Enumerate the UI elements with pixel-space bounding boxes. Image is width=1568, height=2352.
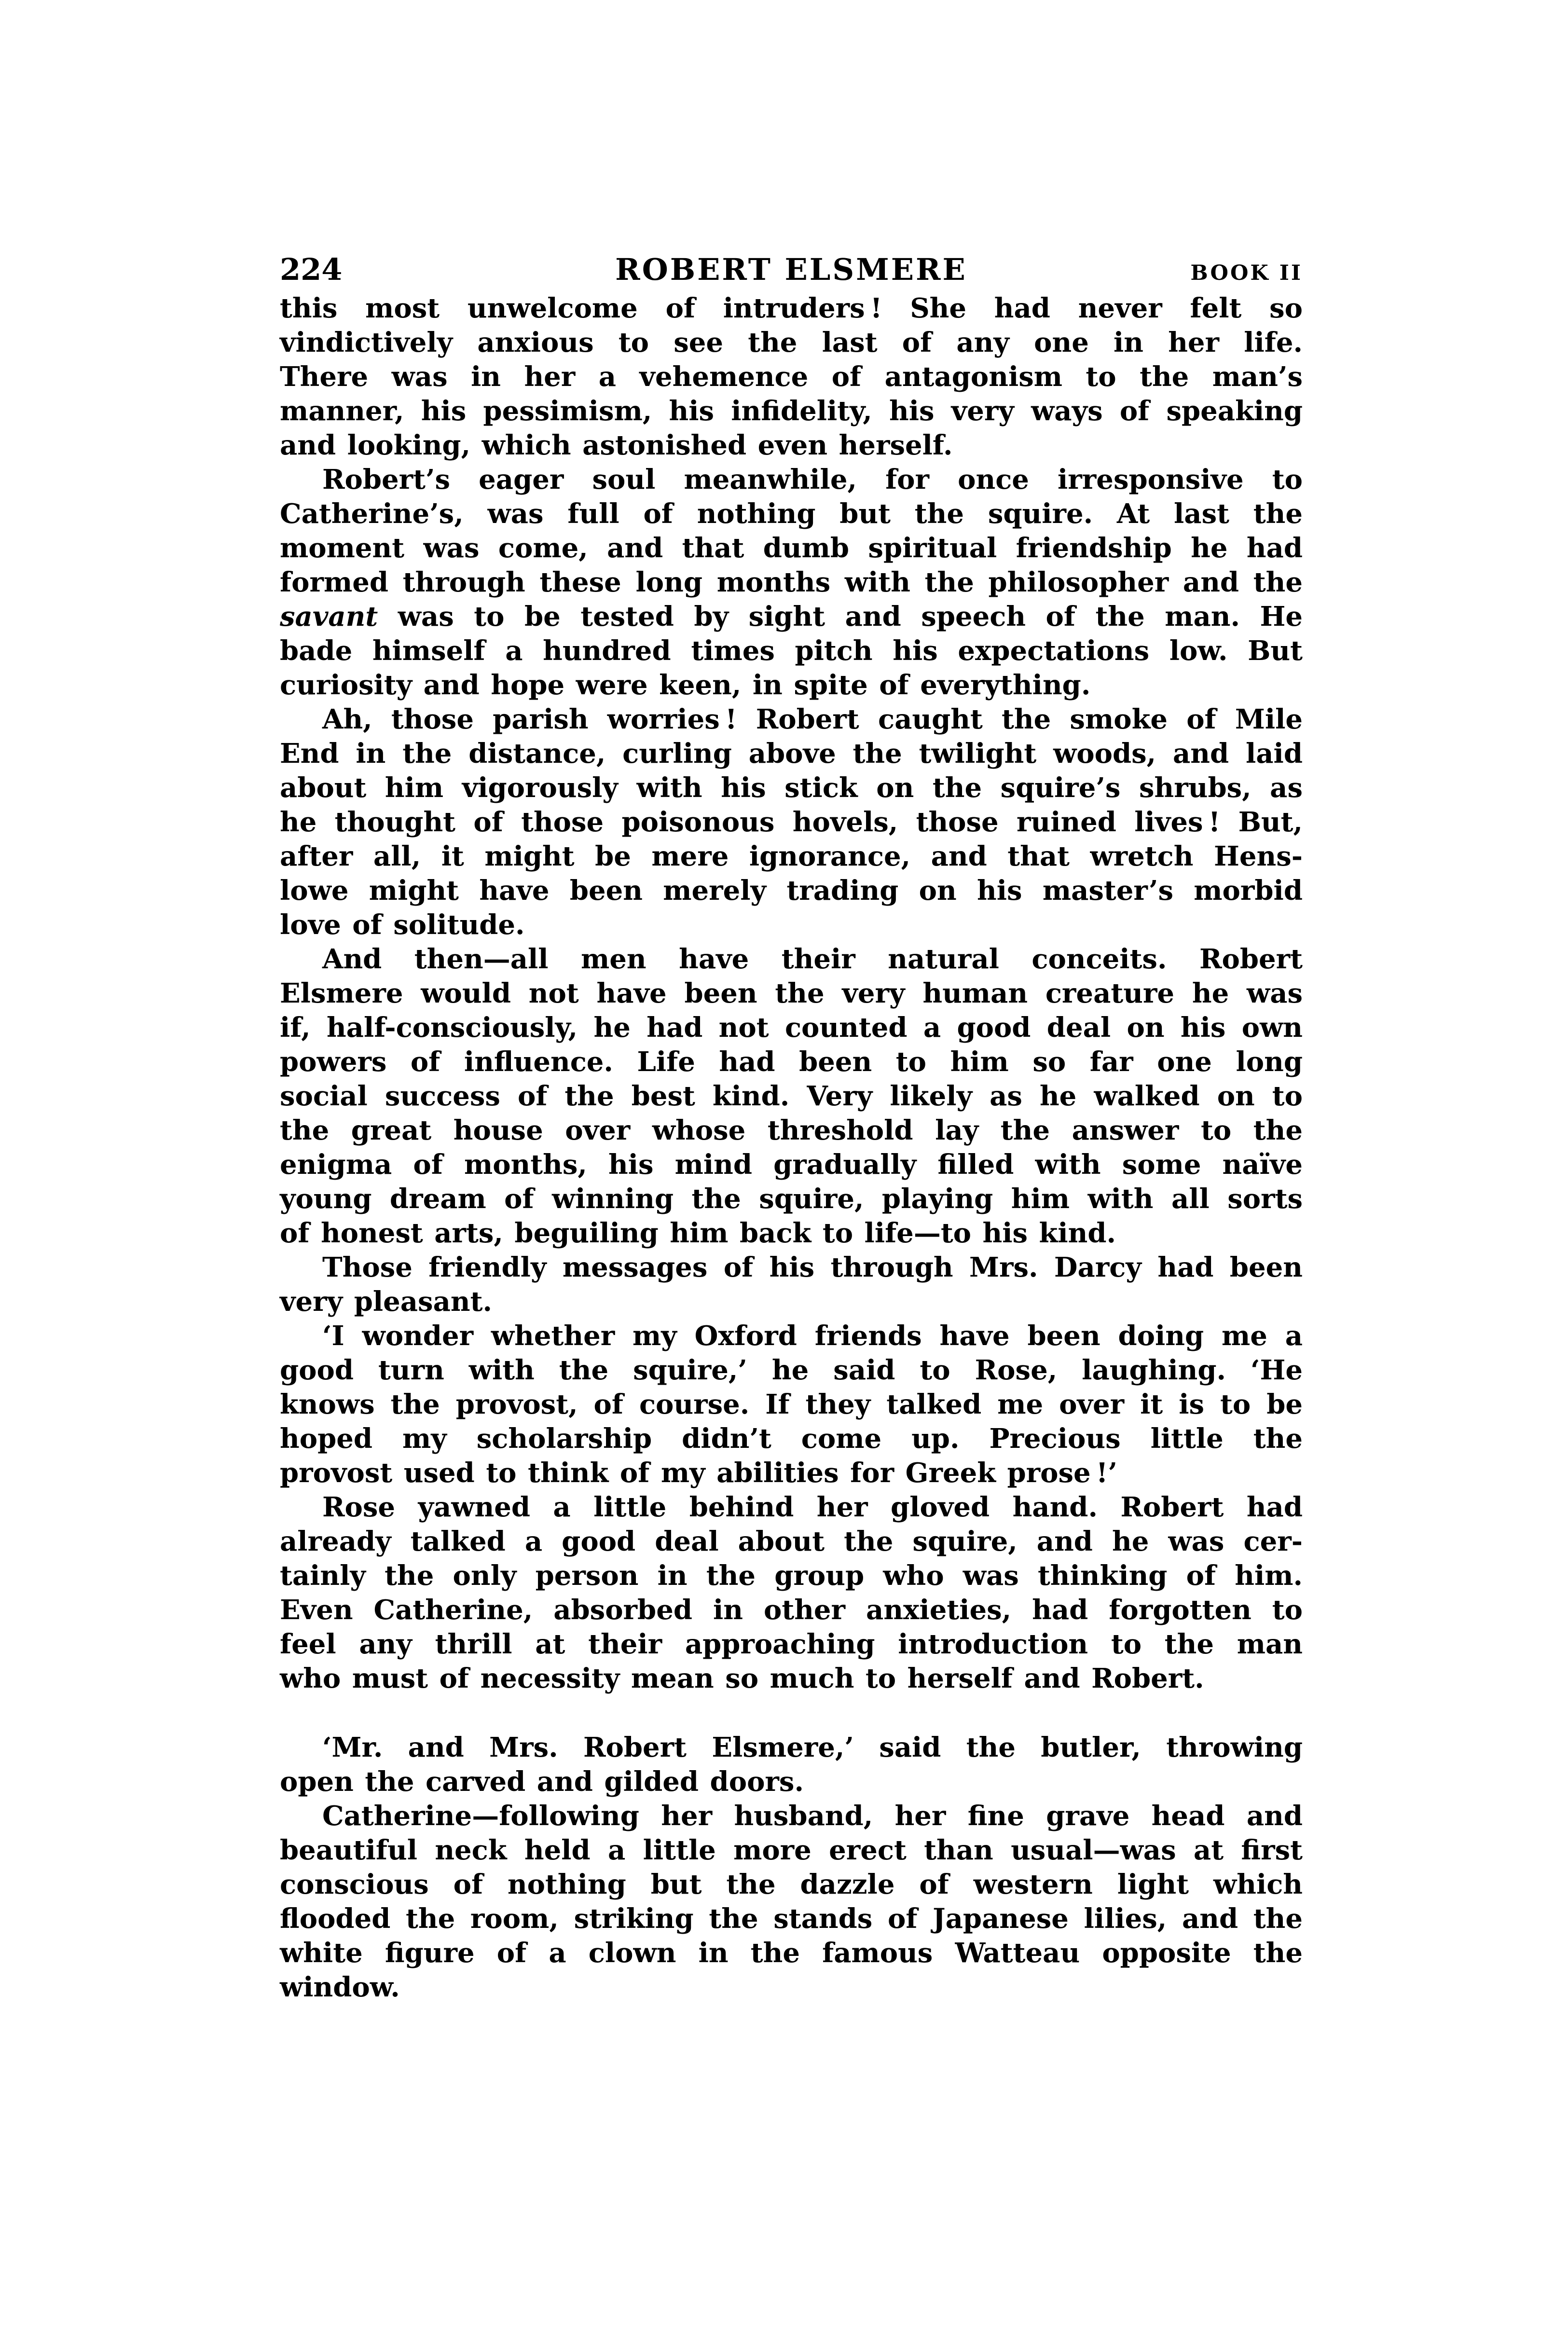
text-line: he thought of those poisonous hovels, those ruined lives ! But,	[280, 806, 1303, 838]
text-line: curiosity and hope were keen, in spite of everything.	[280, 669, 1091, 701]
paragraph	[280, 1490, 1303, 1696]
text-line: tainly the only person in the group who was thinking of him.	[280, 1560, 1303, 1592]
text-line: beautiful neck held a little more erect than usual—was at first	[280, 1834, 1303, 1866]
text-line: provost used to think of my abilities for Greek prose !’	[280, 1457, 1117, 1489]
text-line: bade himself a hundred times pitch his expectations low. But	[280, 635, 1303, 667]
text-line: after all, it might be mere ignorance, and that wretch Hens-	[280, 840, 1303, 872]
paragraph	[280, 463, 1303, 702]
text-line: conscious of nothing but the dazzle of western light which	[280, 1869, 1303, 1900]
text-line: who must of necessity mean so much to herself and Robert.	[280, 1663, 1204, 1694]
text-line: this most unwelcome of intruders ! She had never felt so	[280, 292, 1303, 324]
text-line: very pleasant.	[280, 1286, 492, 1318]
text-line: hoped my scholarship didn’t come up. Precious little the	[280, 1423, 1303, 1455]
text-segment: was to be tested by sight and speech of the man. He	[378, 601, 1303, 633]
text-line: already talked a good deal about the squire, and he was cer-	[280, 1526, 1303, 1557]
text-line: Ah, those parish worries ! Robert caught the smoke of Mile	[322, 703, 1303, 735]
text-line: feel any thrill at their approaching introduction to the man	[280, 1628, 1303, 1660]
text-line: ‘I wonder whether my Oxford friends have been doing me a	[322, 1320, 1303, 1352]
text-line: enigma of months, his mind gradually filled with some naïve	[280, 1149, 1303, 1181]
paragraph	[280, 1251, 1303, 1319]
text-line: And then—all men have their natural conceits. Robert	[322, 943, 1303, 975]
paragraph	[280, 702, 1303, 942]
text-line: End in the distance, curling above the twilight woods, and laid	[280, 738, 1303, 770]
running-head	[280, 244, 1303, 285]
text-line: of honest arts, beguiling him back to life—to his kind.	[280, 1217, 1116, 1249]
text-line: young dream of winning the squire, playing him with all sorts	[280, 1183, 1303, 1215]
italic-text: savant	[280, 601, 378, 633]
text-line: knows the provost, of course. If they talked me over it is to be	[280, 1389, 1303, 1420]
text-line: if, half-consciously, he had not counted a good deal on his own	[280, 1012, 1303, 1044]
text-line: Catherine—following her husband, her fine grave head and	[322, 1800, 1303, 1832]
text-line: ‘Mr. and Mrs. Robert Elsmere,’ said the butler, throwing	[322, 1732, 1303, 1763]
text-line: Robert’s eager soul meanwhile, for once irresponsive to	[322, 464, 1303, 495]
page-text	[280, 291, 1303, 2005]
text-line: flooded the room, striking the stands of Japanese lilies, and the	[280, 1903, 1303, 1935]
text-line	[280, 600, 1303, 634]
text-line: Catherine’s, was full of nothing but the squire. At last the	[280, 498, 1303, 530]
paragraph	[280, 291, 1303, 463]
paragraph	[280, 1799, 1303, 2005]
paragraph	[280, 942, 1303, 1251]
page-number: 224	[280, 252, 343, 287]
book-label: BOOK II	[1190, 261, 1303, 285]
text-line: There was in her a vehemence of antagonism to the man’s	[280, 361, 1303, 393]
text-line: open the carved and gilded doors.	[280, 1766, 804, 1798]
text-line: love of solitude.	[280, 909, 525, 941]
text-line: and looking, which astonished even herself.	[280, 429, 953, 461]
text-line: powers of influence. Life had been to him so far one long	[280, 1046, 1303, 1078]
text-line: Elsmere would not have been the very human creature he was	[280, 977, 1303, 1009]
paragraph	[280, 1731, 1303, 1799]
text-line: manner, his pessimism, his infidelity, his very ways of speaking	[280, 395, 1303, 427]
text-line: the great house over whose threshold lay the answer to the	[280, 1114, 1303, 1146]
text-line: formed through these long months with the philosopher and the	[280, 566, 1303, 598]
text-line: lowe might have been merely trading on his master’s morbid	[280, 875, 1303, 907]
text-line: social success of the best kind. Very likely as he walked on to	[280, 1080, 1303, 1112]
running-title: ROBERT ELSMERE	[615, 252, 967, 287]
text-line: Those friendly messages of his through Mrs. Darcy had been	[322, 1252, 1303, 1283]
text-line: Rose yawned a little behind her gloved hand. Robert had	[322, 1491, 1303, 1523]
text-line: about him vigorously with his stick on the squire’s shrubs, as	[280, 772, 1303, 804]
text-line: moment was come, and that dumb spiritual friendship he had	[280, 532, 1303, 564]
text-line: good turn with the squire,’ he said to Rose, laughing. ‘He	[280, 1354, 1303, 1386]
text-line: white figure of a clown in the famous Watteau opposite the	[280, 1937, 1303, 1969]
text-line: window.	[280, 1971, 400, 2003]
paragraph	[280, 1319, 1303, 1490]
text-line: vindictively anxious to see the last of any one in her life.	[280, 327, 1303, 358]
text-line: Even Catherine, absorbed in other anxieties, had forgotten to	[280, 1594, 1303, 1626]
